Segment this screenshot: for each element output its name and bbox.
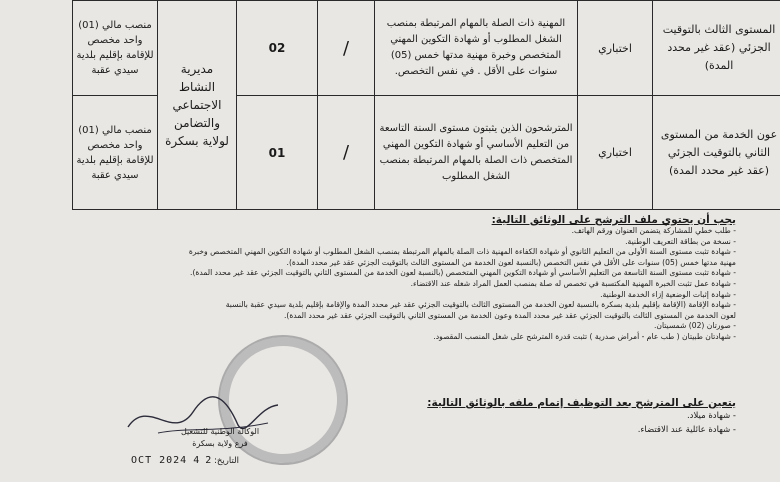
- employer-cell: مديرية النشاط الاجتماعي والتضامن لولاية بسكرة: [158, 1, 237, 210]
- post-title-cell: عون الخدمة من المستوى الثاني بالتوقيت الجزئي (عقد غير محدد المدة): [653, 96, 780, 210]
- count-cell: 02: [237, 1, 318, 96]
- section-heading: يجب أن يحتوي ملف الترشح على الوثائق التالية:: [96, 214, 736, 226]
- slash-cell: /: [318, 1, 375, 96]
- conditions-cell: المهنية ذات الصلة بالمهام المرتبطة بمنصب الشغل المطلوب أو شهادة التكوين المهني المتخصص وخبرة مهنية مدتها خمس (05) سنوات على الأقل . في نفس التخصص.: [375, 1, 578, 96]
- document-line: مهنية مدتها خمس (05) سنوات على الأقل في نفس التخصص (بالنسبة لعون الخدمة من المستوى الثالث بالتوقيت الجزئي عقد غير محدد المدة).: [96, 258, 736, 269]
- document-line: - شهادة عائلية عند الاقتضاء.: [96, 423, 736, 437]
- document-line: - شهادتان طبيتان ( طب عام - أمراض صدرية ) تثبت قدرة المترشح على شغل المنصب المقصود.: [96, 332, 736, 343]
- document-line: - شهادة عمل تثبت الخبرة المهنية المكتسبة في تخصص له صلة بمنصب العمل المراد شغله عند الاقتضاء.: [96, 279, 736, 290]
- date-stamp: [110, 455, 260, 466]
- date-value: 2 4 OCT 2024: [131, 455, 211, 466]
- required-documents-section: [96, 214, 736, 343]
- post-title-cell: المستوى الثالث بالتوقيت الجزئي (عقد غير محدد المدة): [653, 1, 780, 96]
- document-line: - شهادة الإقامة (الإقامة بإقليم بلدية بسكرة بالنسبة لعون الخدمة من المستوى الثالث بالتوقيت الجزئي عقد غير محدد المدة والإقامة بإقليم بلدية سيدي عقبة بالنسبة: [96, 300, 736, 311]
- test-mode-cell: اختباري: [578, 96, 653, 210]
- table-row: [73, 1, 780, 96]
- document-line: - شهادة إثبات الوضعية إزاء الخدمة الوطنية.: [96, 290, 736, 301]
- document-line: - شهادة تثبت مستوى السنة التاسعة من التعليم الأساسي أو شهادة التكوين المهني المتخصص (بالنسبة لعون الخدمة من المستوى الثاني بالتوقيت الجزئي عقد غير محدد المدة).: [96, 268, 736, 279]
- section-heading: يتعين على المترشح بعد التوظيف إتمام ملفه بالوثائق التالية:: [96, 397, 736, 409]
- office-line: الوكالة الوطنية للتشغيل: [150, 426, 290, 438]
- date-label: التاريخ:: [214, 456, 239, 466]
- test-mode-cell: اختباري: [578, 1, 653, 96]
- count-cell: 01: [237, 96, 318, 210]
- document-line: - شهادة ميلاد.: [96, 409, 736, 423]
- document-line: - نسخة من بطاقة التعريف الوطنية.: [96, 237, 736, 248]
- positions-table: [72, 0, 780, 210]
- document-line: - شهادة تثبت مستوى السنة الأولى من التعليم الثانوي أو شهادة الكفاءة المهنية ذات الصلة بالمهام المرتبطة بمنصب الشغل المطلوب أو شهادة التكوين المهني المتخصص وخبرة: [96, 247, 736, 258]
- agency-office-text: [150, 426, 290, 450]
- document-line: لعون الخدمة من المستوى الثالث بالتوقيت الجزئي عقد غير محدد المدة وعون الخدمة من المستوى الثاني بالتوقيت الجزئي عقد غير محدد المدة).: [96, 311, 736, 322]
- conditions-cell: المترشحون الذين يثبتون مستوى السنة التاسعة من التعليم الأساسي أو شهادة التكوين المهني المتخصص ذات الصلة بالمهام المرتبطة بمنصب الشغل المطلوب: [375, 96, 578, 210]
- slash-cell: /: [318, 96, 375, 210]
- document-line: - صورتان (02) شمسيتان.: [96, 321, 736, 332]
- office-line: فرع ولاية بسكرة: [150, 438, 290, 450]
- location-cell: منصب مالي (01) واحد مخصص للإقامة بإقليم بلدية سيدي عقبة: [73, 96, 158, 210]
- document-line: - طلب خطي للمشاركة يتضمن العنوان ورقم الهاتف.: [96, 226, 736, 237]
- location-cell: منصب مالي (01) واحد مخصص للإقامة بإقليم بلدية سيدي عقبة: [73, 1, 158, 96]
